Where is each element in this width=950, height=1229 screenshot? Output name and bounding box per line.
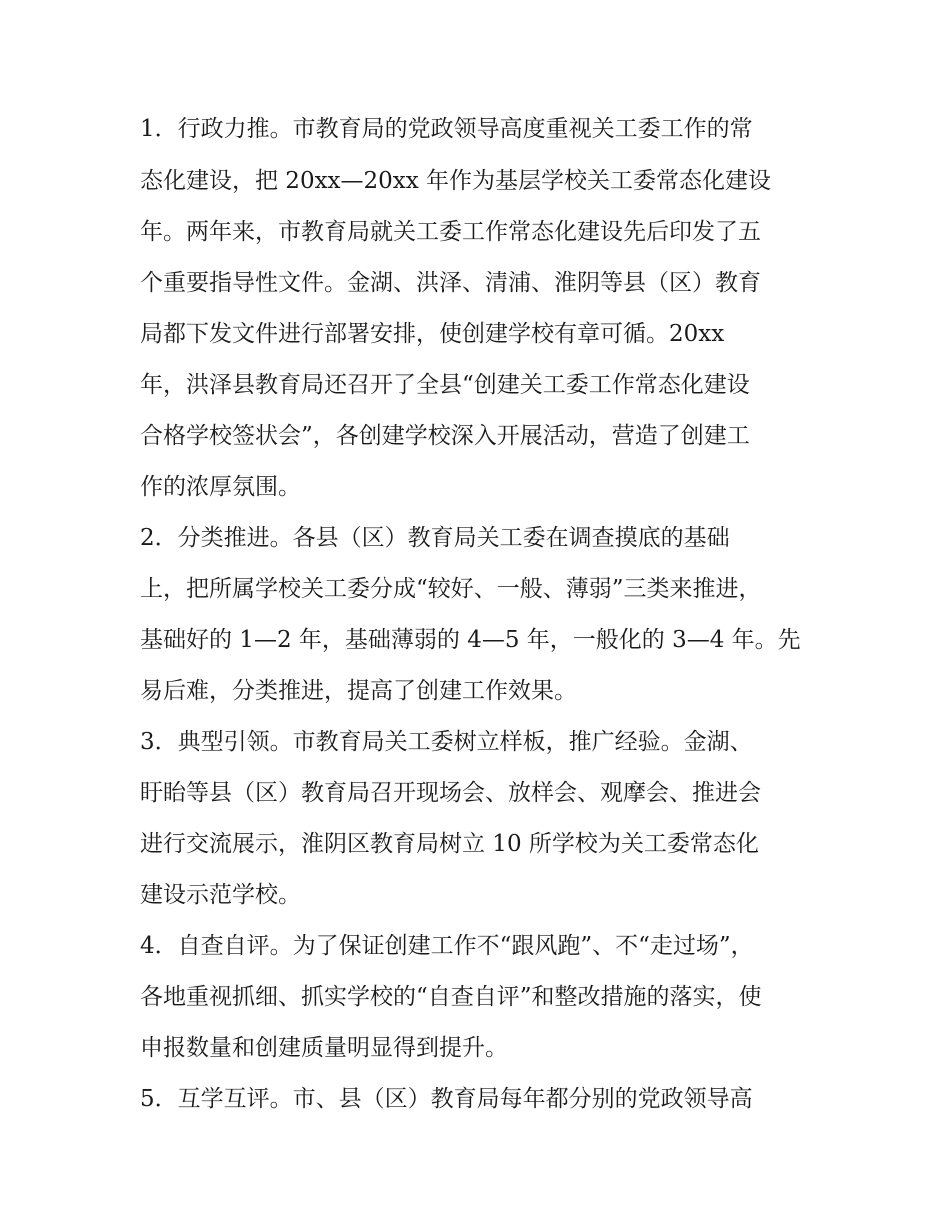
text-line: 各地重视抓细、抓实学校的“自查自评”和整改措施的落实，使 <box>140 984 762 1010</box>
text-line: 上，把所属学校关工委分成“较好、一般、薄弱”三类来推进， <box>140 576 762 602</box>
text-line: 4．自查自评。为了保证创建工作不“跟风跑”、不“走过场”， <box>140 933 754 959</box>
text-line: 年，洪泽县教育局还召开了全县“创建关工委工作常态化建设 <box>140 372 750 398</box>
text-line: 作的浓厚氛围。 <box>140 474 301 500</box>
text-line: 进行交流展示，淮阴区教育局树立 10 所学校为关工委常态化 <box>140 831 759 857</box>
text-line: 合格学校签状会”，各创建学校深入开展活动，营造了创建工 <box>140 423 750 449</box>
text-line: 3．典型引领。市教育局关工委树立样板，推广经验。金湖、 <box>140 729 753 755</box>
text-line: 易后难，分类推进，提高了创建工作效果。 <box>140 678 577 704</box>
text-line: 态化建设，把 20xx—20xx 年作为基层学校关工委常态化建设 <box>140 168 772 194</box>
text-line: 建设示范学校。 <box>140 882 301 908</box>
text-line: 年。两年来，市教育局就关工委工作常态化建设先后印发了五 <box>140 219 761 245</box>
text-line: 2．分类推进。各县（区）教育局关工委在调查摸底的基础 <box>140 525 730 551</box>
text-line: 盱眙等县（区）教育局召开现场会、放样会、观摩会、推进会 <box>140 780 761 806</box>
text-line: 5．互学互评。市、县（区）教育局每年都分别的党政领导高 <box>140 1086 753 1112</box>
text-line: 申报数量和创建质量明显得到提升。 <box>140 1035 508 1061</box>
text-line: 个重要指导性文件。金湖、洪泽、清浦、淮阴等县（区）教育 <box>140 270 761 296</box>
text-line: 1．行政力推。市教育局的党政领导高度重视关工委工作的常 <box>140 116 753 142</box>
text-line: 局都下发文件进行部署安排，使创建学校有章可循。20xx <box>140 321 725 347</box>
text-line: 基础好的 1—2 年，基础薄弱的 4—5 年，一般化的 3—4 年。先 <box>140 627 801 653</box>
